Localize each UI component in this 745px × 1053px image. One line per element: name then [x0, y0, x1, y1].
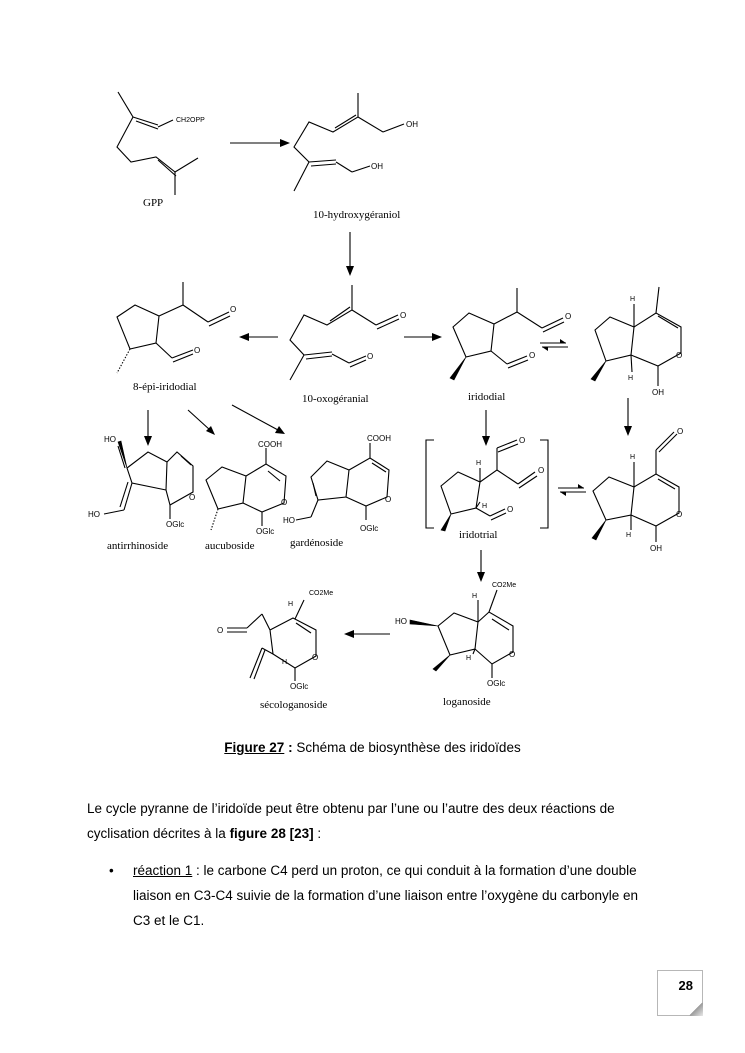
aldehyde-o-label-9: O	[507, 505, 514, 514]
aldehyde-o-label-4: O	[367, 352, 374, 361]
oglc-label-3: OGlc	[360, 524, 379, 533]
iridotrial-lactol-structure	[592, 427, 683, 553]
oh-label-4: OH	[650, 544, 662, 553]
ho-label-2: HO	[88, 510, 100, 519]
figure-label-group	[224, 740, 292, 755]
arrow-iridodial-to-iridotrial	[482, 410, 490, 446]
h-label-2: H	[628, 375, 634, 382]
oglc-label-5: OGlc	[290, 682, 309, 691]
ring-o-label-6: O	[509, 650, 516, 659]
aldehyde-o-label-6: O	[529, 351, 536, 360]
h-label-3: H	[476, 460, 482, 467]
h-label-10: H	[282, 659, 288, 666]
aldehyde-o-label-7: O	[519, 436, 526, 445]
arrow-oxogeranial-to-iridodial	[404, 333, 442, 341]
iridodial-label: iridodial	[468, 391, 506, 403]
bullet-symbol: •	[109, 863, 114, 878]
oglc-label-1: OGlc	[166, 520, 185, 529]
co2me-label-1: CO2Me	[492, 582, 517, 589]
page-fold-corner	[689, 1002, 703, 1016]
aldehyde-o-label-1: O	[230, 305, 237, 314]
arrow-loganoside-to-secologanoside	[344, 630, 390, 638]
aldehyde-o-label-8: O	[538, 466, 545, 475]
figure-separator: :	[284, 740, 293, 755]
ho-label-4: HO	[395, 617, 407, 626]
ring-o-label-7: O	[312, 653, 319, 662]
lactol-structure	[591, 287, 682, 397]
ho-label-1: HO	[104, 435, 116, 444]
cooh-label-2: COOH	[367, 434, 391, 443]
epi-iridodial-label: 8-épi-iridodial	[133, 381, 197, 393]
oxogeranial-label: 10-oxogéranial	[302, 393, 369, 405]
equilibrium-iridodial-lactol	[540, 339, 568, 351]
h-label-4: H	[482, 503, 488, 510]
loganoside-structure	[395, 582, 516, 708]
epi-iridodial-structure	[117, 282, 236, 393]
aucuboside-structure	[205, 440, 287, 552]
arrow-hydroxygeraniol-to-oxogeranial	[346, 232, 354, 276]
loganoside-label: loganoside	[443, 696, 491, 708]
aldehyde-o-label-11: O	[217, 626, 224, 635]
h-label-6: H	[626, 532, 632, 539]
ring-o-label-5: O	[676, 510, 683, 519]
h-label-1: H	[630, 296, 636, 303]
arrow-gpp-to-hydroxygeraniol	[230, 139, 290, 147]
co2me-label-2: CO2Me	[309, 590, 334, 597]
hydroxygeraniol-label: 10-hydroxygéraniol	[313, 209, 401, 221]
h-label-7: H	[472, 593, 478, 600]
paragraph-text-2: :	[313, 826, 322, 841]
arrow-oxogeranial-to-epi-iridodial	[239, 333, 278, 341]
h-label-5: H	[630, 454, 636, 461]
iridotrial-label: iridotrial	[459, 529, 498, 541]
bullet-text	[133, 858, 659, 933]
oh-label-2: OH	[371, 162, 383, 171]
ring-o-label-1: O	[676, 351, 683, 360]
hydroxygeraniol-structure	[294, 93, 418, 221]
ring-o-label-4: O	[385, 495, 392, 504]
arrow-lactol-down	[624, 398, 632, 436]
gpp-label: GPP	[143, 197, 164, 209]
ho-label-3: HO	[283, 516, 295, 525]
aucuboside-label: aucuboside	[205, 540, 255, 552]
aldehyde-o-label-10: O	[677, 427, 684, 436]
oh-label-3: OH	[652, 388, 664, 397]
paragraph-text-1: Le cycle pyranne de l’iridoïde peut être obtenu par l’une ou l’autre des deux réactions de cyclisation décrites à la	[87, 801, 615, 841]
iridotrial-structure	[426, 436, 548, 541]
aldehyde-o-label-2: O	[194, 346, 201, 355]
figure-reference: figure 28 [23]	[229, 826, 314, 841]
equilibrium-iridotrial-lactol	[558, 484, 586, 496]
antirrhinoside-label: antirrhinoside	[107, 540, 169, 552]
figure-caption-text: Schéma de biosynthèse des iridoïdes	[292, 740, 521, 755]
gardenoside-label: gardénoside	[290, 537, 344, 549]
iridodial-structure	[450, 288, 571, 403]
antirrhinoside-structure	[88, 435, 195, 552]
ring-o-label-2: O	[189, 493, 196, 502]
ring-o-label-3: O	[281, 498, 288, 507]
arrow-iridotrial-to-loganoside	[477, 550, 485, 582]
page-number: 28	[678, 978, 693, 993]
body-paragraph	[87, 796, 659, 846]
secologanoside-structure	[217, 590, 333, 711]
oh-label-1: OH	[406, 120, 418, 129]
aldehyde-o-label-3: O	[400, 311, 407, 320]
oglc-label-4: OGlc	[487, 679, 506, 688]
oglc-label-2: OGlc	[256, 527, 275, 536]
gpp-structure	[117, 92, 205, 209]
gardenoside-structure	[283, 434, 391, 549]
figure-label: Figure 27	[224, 740, 285, 755]
aldehyde-o-label-5: O	[565, 312, 572, 321]
oxogeranial-structure	[290, 285, 406, 405]
ch2opp-label: CH2OPP	[176, 117, 205, 124]
page-number-box	[657, 970, 703, 1016]
h-label-8: H	[466, 655, 472, 662]
cooh-label-1: COOH	[258, 440, 282, 449]
secologanoside-label: sécologanoside	[260, 699, 328, 711]
h-label-9: H	[288, 601, 294, 608]
reaction-label: réaction 1	[133, 863, 193, 878]
figure-caption	[0, 740, 745, 755]
reaction-description: : le carbone C4 perd un proton, ce qui conduit à la formation d’une double liaison en C3-C4 suivie de la formation d’une liaison entre l’oxygène du carbonyle en C3 et le C1.	[133, 863, 639, 928]
